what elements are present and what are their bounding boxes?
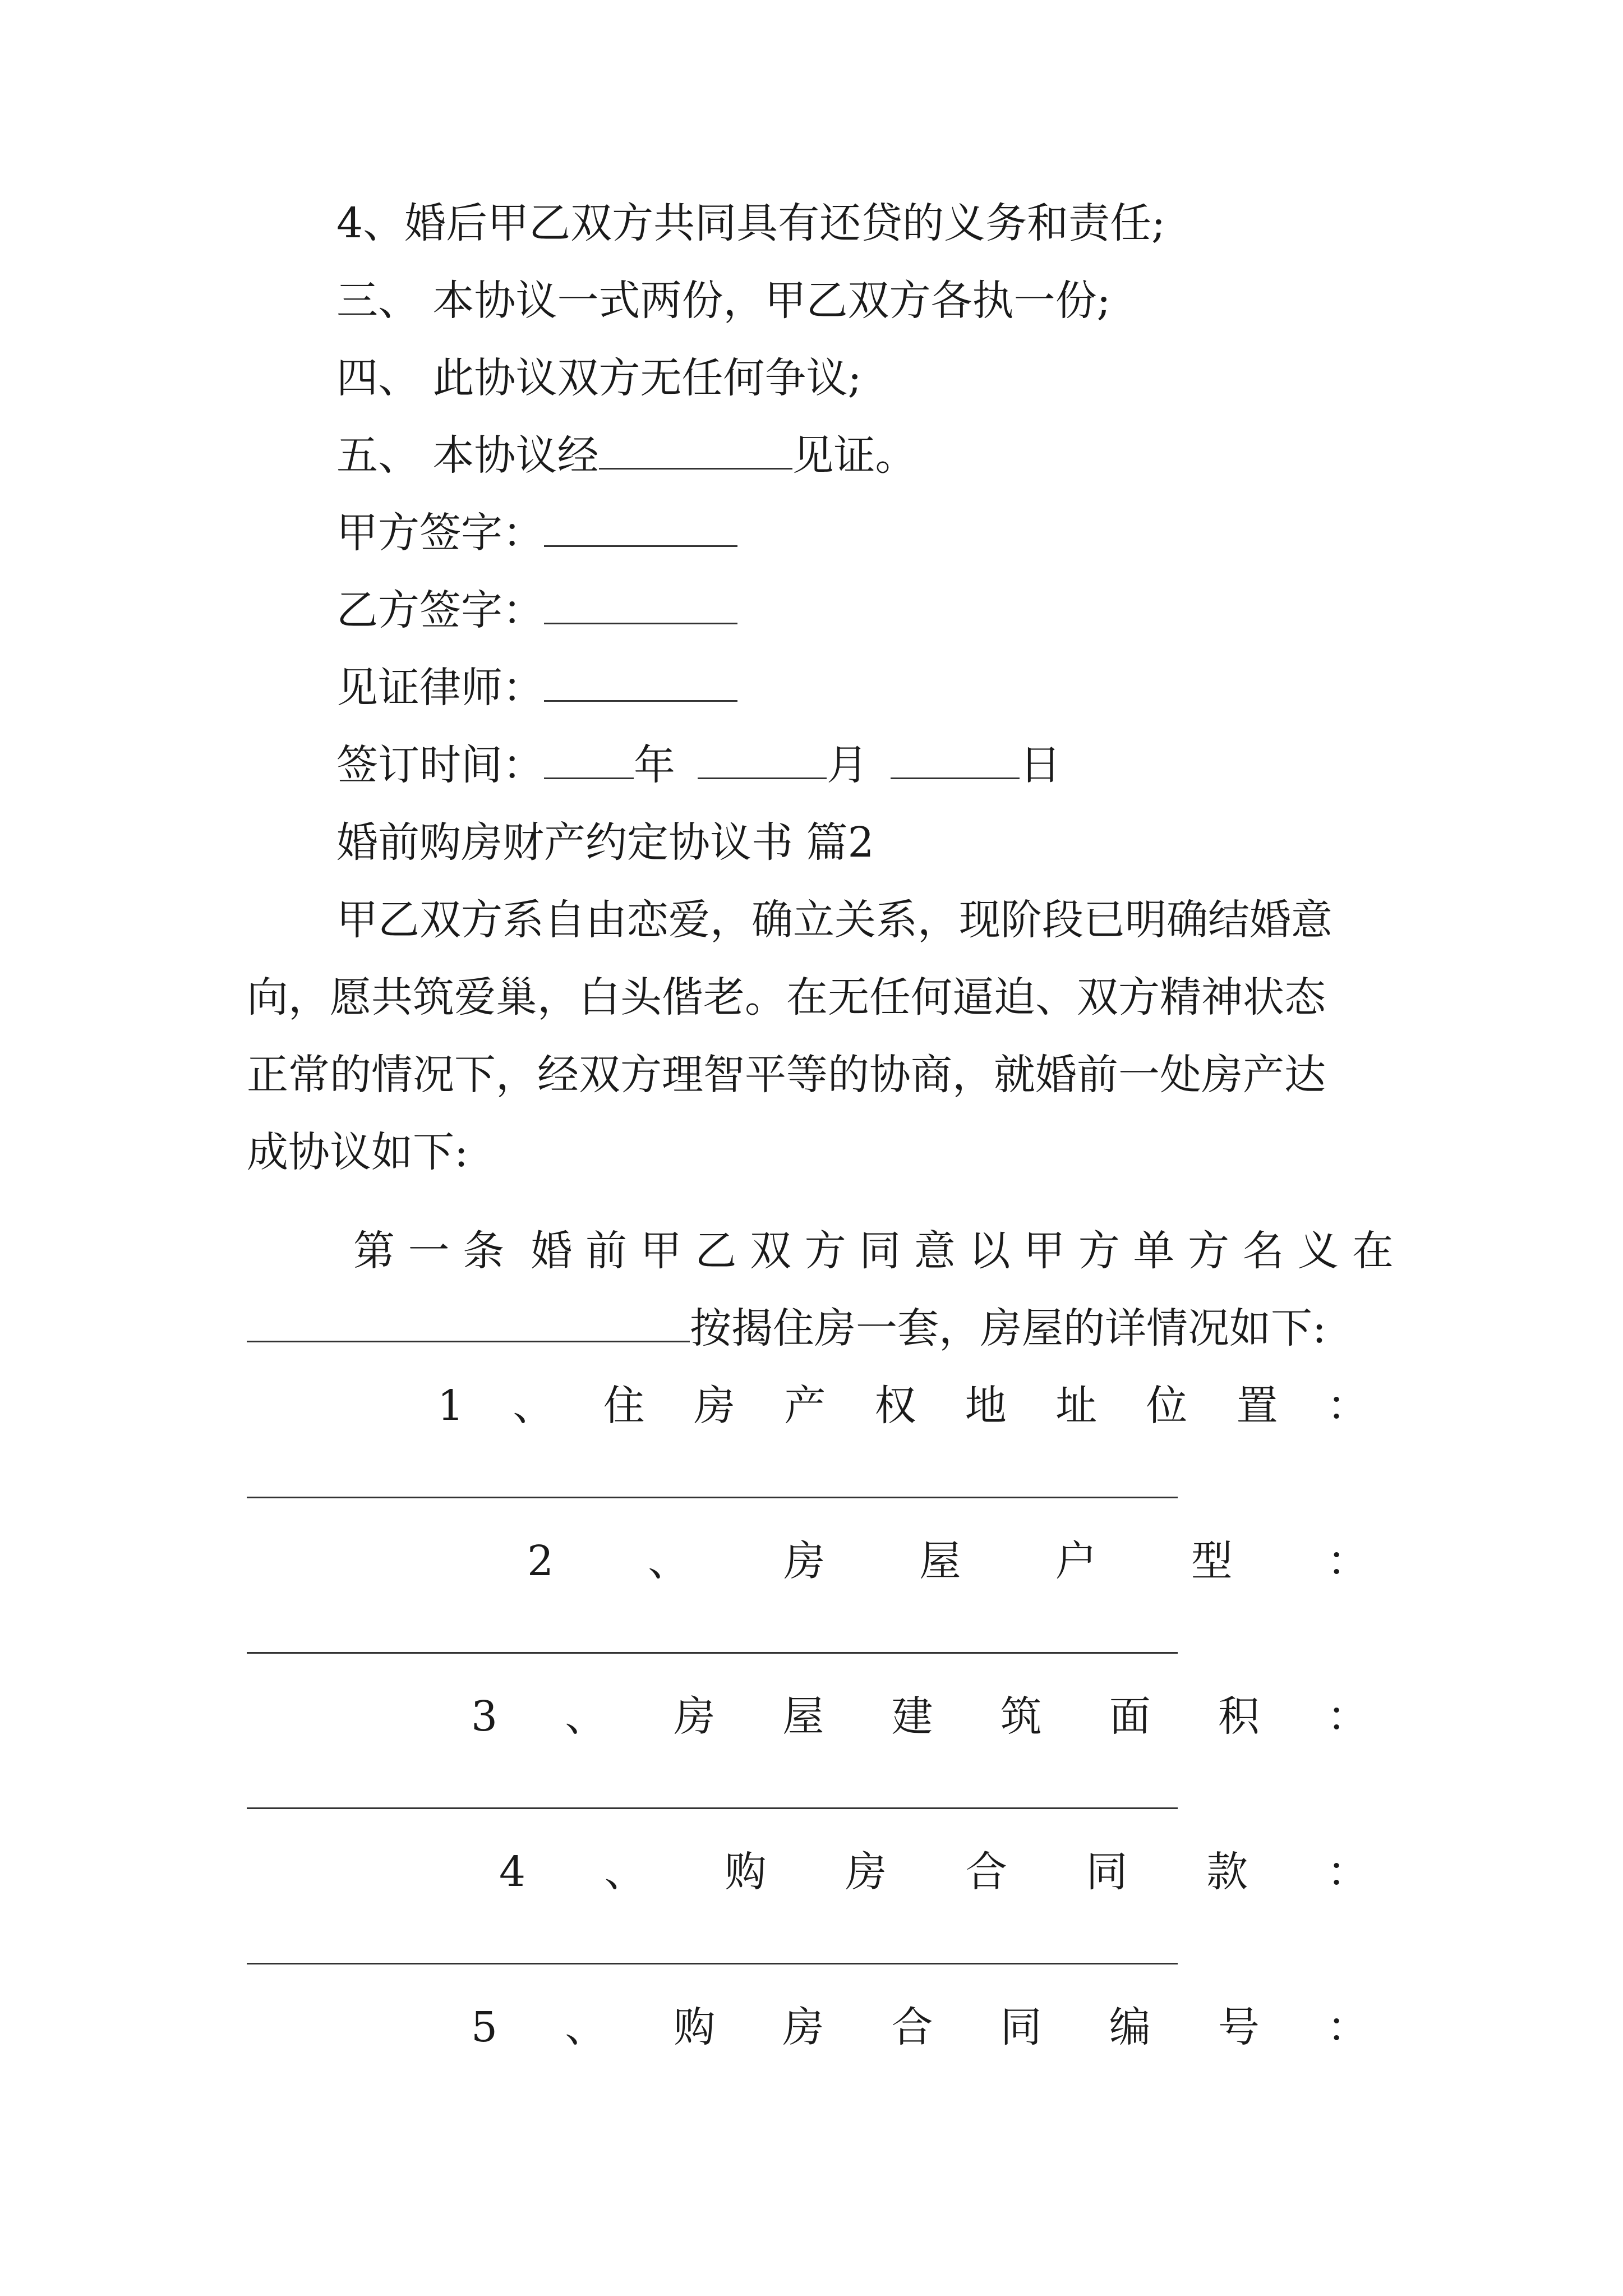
- year-blank[interactable]: [544, 737, 634, 779]
- art1-char: 条: [463, 1227, 505, 1275]
- field-1-char: ：: [1326, 1382, 1368, 1430]
- field-2-char: 2: [527, 1537, 554, 1585]
- art1-char: 意: [914, 1227, 956, 1275]
- field-2-char: ：: [1326, 1537, 1368, 1585]
- field-3-char: 、: [565, 1692, 607, 1741]
- witness-blank[interactable]: [599, 427, 792, 470]
- section-2-title: 婚前购房财产约定协议书 篇2: [336, 818, 874, 867]
- month-blank[interactable]: [698, 737, 827, 779]
- art1-char: 一: [408, 1227, 450, 1275]
- field-3-char: ：: [1326, 1692, 1368, 1741]
- field-1-char: 房: [693, 1382, 735, 1430]
- signing-date: [336, 737, 1061, 793]
- field-5-char: 购: [674, 2003, 716, 2051]
- field-3-blank[interactable]: [247, 1807, 1178, 1809]
- field-5-char: 号: [1218, 2003, 1260, 2051]
- field-5-char: 同: [1000, 2003, 1042, 2051]
- intro-line-1: 甲乙双方系自由恋爱，确立关系，现阶段已明确结婚意: [336, 896, 1332, 944]
- signature-b-blank[interactable]: [544, 582, 737, 624]
- field-4-char: 4: [499, 1848, 526, 1896]
- field-2-char: 型: [1191, 1537, 1233, 1585]
- field-2-char: 房: [783, 1537, 826, 1585]
- field-1-char: 置: [1236, 1382, 1278, 1430]
- field-5-char: 房: [782, 2003, 824, 2051]
- field-5-char: ：: [1326, 2003, 1368, 2051]
- art1-char: 婚: [531, 1227, 573, 1275]
- clause-4: 四、 此协议双方无任何争议;: [336, 354, 862, 402]
- signature-lawyer-label: 见证律师：: [336, 664, 544, 712]
- field-4-char: ：: [1326, 1848, 1368, 1896]
- field-1-char: 位: [1146, 1382, 1188, 1430]
- signing-date-label: 签订时间：: [336, 741, 544, 789]
- field-3-char: 面: [1109, 1692, 1151, 1741]
- field-4-char: 同: [1086, 1848, 1128, 1896]
- year-label: 年: [634, 741, 675, 789]
- signature-lawyer: [336, 660, 737, 716]
- art1-char: 前: [585, 1227, 628, 1275]
- field-2-row: [527, 1533, 1368, 1589]
- location-blank[interactable]: [247, 1300, 690, 1342]
- signature-lawyer-blank[interactable]: [544, 660, 737, 702]
- field-2-char: 、: [648, 1537, 690, 1585]
- field-4-row: [499, 1844, 1368, 1900]
- clause-5-suffix: 见证。: [792, 431, 917, 480]
- art1-char: 方: [1078, 1227, 1120, 1275]
- signature-b: [336, 582, 737, 638]
- field-3-char: 建: [891, 1692, 933, 1741]
- day-label: 日: [1020, 741, 1061, 789]
- field-1-char: 地: [965, 1382, 1007, 1430]
- month-label: 月: [827, 741, 868, 789]
- field-4-blank[interactable]: [247, 1963, 1178, 1964]
- field-5-char: 、: [565, 2003, 607, 2051]
- signature-a-blank[interactable]: [544, 505, 737, 547]
- field-2-blank[interactable]: [247, 1652, 1178, 1654]
- field-1-char: 1: [437, 1382, 464, 1430]
- field-1-blank[interactable]: [247, 1497, 1178, 1498]
- intro-line-3: 正常的情况下，经双方理智平等的协商，就婚前一处房产达: [247, 1051, 1326, 1099]
- art1-char: 单: [1133, 1227, 1175, 1275]
- field-3-char: 积: [1218, 1692, 1260, 1741]
- field-2-char: 户: [1055, 1537, 1097, 1585]
- signature-a: [336, 505, 737, 561]
- field-5-row: [471, 1999, 1368, 2055]
- clause-3: 三、 本协议一式两份，甲乙双方各执一份;: [336, 277, 1111, 325]
- clause-5-text: 五、 本协议经: [336, 431, 599, 480]
- art1-char: 方: [1188, 1227, 1229, 1275]
- field-4-char: 、: [604, 1848, 646, 1896]
- field-5-char: 合: [891, 2003, 933, 2051]
- art1-char: 第: [353, 1227, 395, 1275]
- field-4-char: 款: [1206, 1848, 1248, 1896]
- field-4-char: 房: [845, 1848, 887, 1896]
- field-5-char: 5: [471, 2003, 498, 2051]
- art1-char: 甲: [640, 1227, 682, 1275]
- art1-char: 在: [1352, 1227, 1394, 1275]
- field-1-char: 权: [874, 1382, 916, 1430]
- article-1-line-2: [247, 1300, 1326, 1356]
- field-5-char: 编: [1109, 2003, 1151, 2051]
- signature-a-label: 甲方签字：: [336, 509, 544, 557]
- clause-5: [336, 427, 917, 484]
- field-3-row: [471, 1688, 1368, 1745]
- field-3-char: 筑: [1000, 1692, 1042, 1741]
- art1-char: 同: [859, 1227, 901, 1275]
- art1-char: 方: [804, 1227, 846, 1275]
- intro-line-2: 向，愿共筑爱巢，白头偕老。在无任何逼迫、双方精神状态: [247, 973, 1326, 1022]
- field-1-char: 住: [603, 1382, 645, 1430]
- art1-char: 双: [750, 1227, 791, 1275]
- signature-b-label: 乙方签字：: [336, 586, 544, 634]
- field-1-char: 产: [784, 1382, 826, 1430]
- article-1-line-1: [353, 1223, 1394, 1279]
- day-blank[interactable]: [891, 737, 1020, 779]
- art1-char: 以: [969, 1227, 1011, 1275]
- field-1-char: 址: [1055, 1382, 1098, 1430]
- field-3-char: 3: [471, 1692, 498, 1741]
- art1-char: 甲: [1023, 1227, 1066, 1275]
- field-4-char: 购: [725, 1848, 767, 1896]
- field-1-char: 、: [513, 1382, 555, 1430]
- intro-line-4: 成协议如下:: [247, 1128, 468, 1176]
- art1-char: 义: [1297, 1227, 1339, 1275]
- field-3-char: 房: [674, 1692, 716, 1741]
- article-1-text: 按揭住房一套，房屋的详情况如下:: [690, 1304, 1326, 1352]
- field-2-char: 屋: [919, 1537, 961, 1585]
- art1-char: 名: [1242, 1227, 1284, 1275]
- item-4: 4、婚后甲乙双方共同具有还贷的义务和责任;: [336, 199, 1166, 247]
- field-4-char: 合: [965, 1848, 1007, 1896]
- field-3-char: 屋: [782, 1692, 824, 1741]
- field-1-row: [437, 1378, 1368, 1434]
- art1-char: 乙: [695, 1227, 737, 1275]
